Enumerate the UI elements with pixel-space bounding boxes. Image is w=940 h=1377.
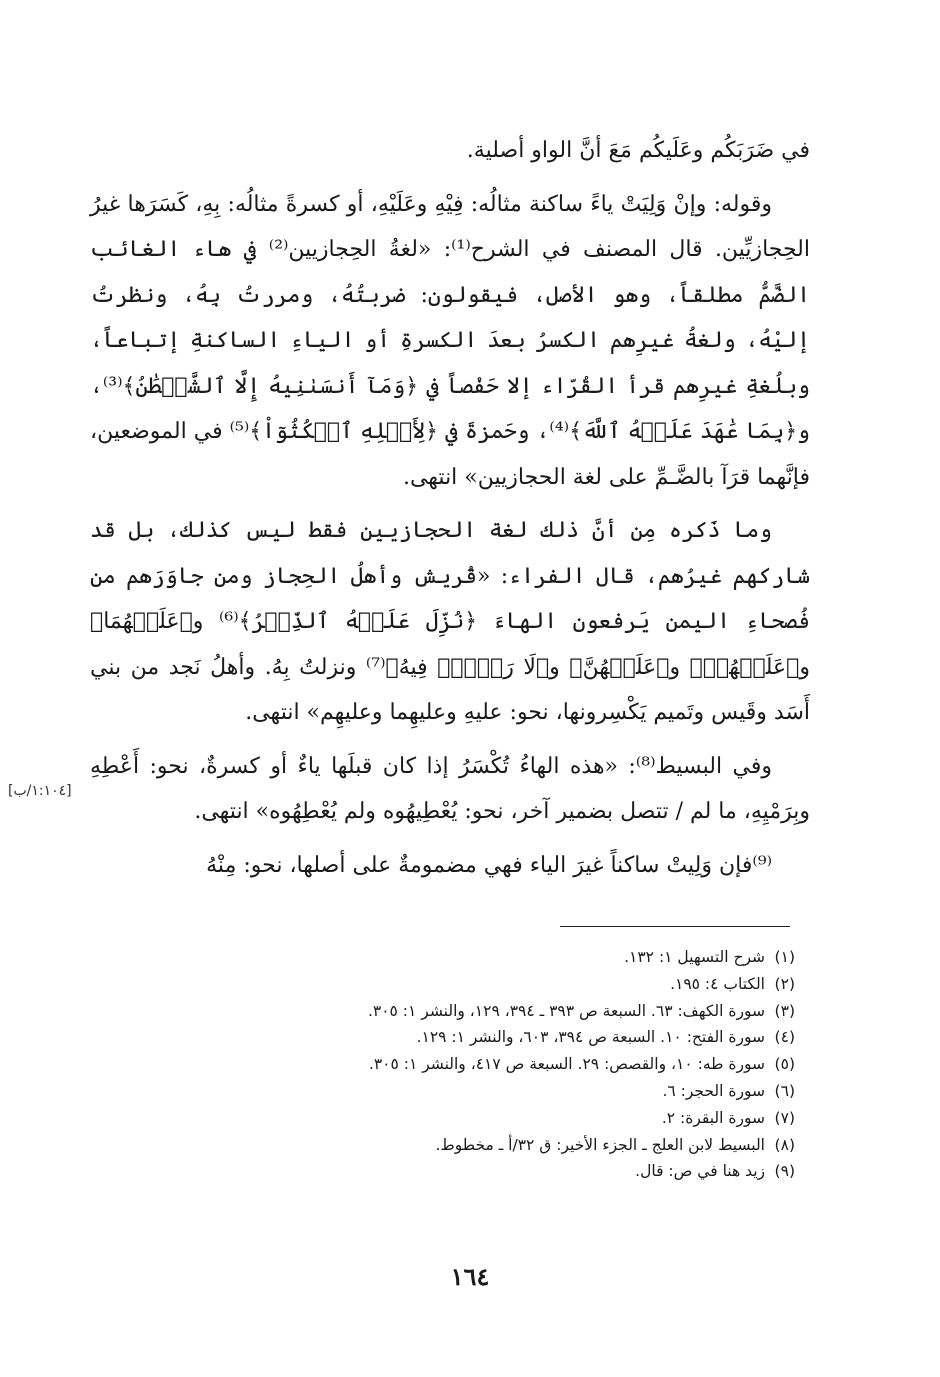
footnote-item: [220, 944, 795, 971]
paragraph: وفي البسيط⁽⁸⁾: «هذه الهاءُ تُكْسَرُ إذا كان قبلَها ياءٌ أو كسرةٌ، نحو: أَعْطِهِ وبِرَمْيِهِ، ما لم / تتصل بضمير آخر، نحو: يُعْطِيهُوه ولم يُعْطِهُوه» انتهى.: [90, 753, 810, 824]
footnote-text: شرح التسهيل ١: ١٣٢.: [624, 948, 765, 966]
footnote-item: [220, 1051, 795, 1078]
paragraph: في ضَرَبَكُم وعَلَيكُم مَعَ أنَّ الواو أصلية.: [466, 138, 810, 163]
footnote-item: [220, 998, 795, 1025]
footnote-item: [220, 1024, 795, 1051]
footnote-text: سورة الكهف: ٦٣. السبعة ص ٣٩٣ ـ ٣٩٤، ١٢٩، والنشر ١: ٣٠٥.: [367, 1001, 765, 1020]
manuscript-folio-marker: [١:١٠٤/ب]: [8, 783, 72, 799]
footnote-text: سورة طه: ١٠، والقصص: ٢٩. السبعة ص ٤١٧، والنشر ١: ٣٠٥.: [368, 1055, 765, 1074]
footnote-number: (٥): [774, 1055, 795, 1074]
footnote-number: (٢): [774, 974, 795, 993]
paragraph: وما ذَكره مِن أنَّ ذلك لغة الحجازيين فقط ليس كذلك، بل قد شاركهم غيرُهم، قال الفراء: «قُريش وأهلُ الحِجاز ومن جاوَرَهم من فُصحاءِ اليمن يَرفعون الهاءَ ﴿نُزِّلَ عَلَيۡهُ ٱلذِّكۡرُ﴾⁽⁶⁾ و﴿عَلَيۡهُمَا﴾ و﴿عَلَيۡهُمۡ﴾ و﴿عَلَيۡهُنَّ﴾ و﴿لَا رَيۡبَۛ فِيهُ﴾⁽⁷⁾ ونزلتُ بِهُ. وأهلُ نَجد من بني أَسَد وقَيس وتَميم يَكْسِرونها، نحو: عليهِ وعليهِما وعليهِم» انتهى.: [90, 518, 811, 725]
footnote-item: [220, 1158, 795, 1185]
footnote-text: زيد هنا في ص: قال.: [635, 1162, 765, 1181]
paragraph: وقوله: وإنْ وَلِيَتْ ياءً ساكنة مثالُه: فِيْهِ وعَلَيْهِ، أو كسرةً مثالُه: بِهِ، كَسَرَها غيرُ الحِجازيِّين. قال المصنف في الشرح⁽¹⁾: «لغةُ الحِجازيين⁽²⁾ في هاء الغائب الضَّمُّ مطلقاً، وهو الأصل، فيقولون: ضربتُهُ، ومررتُ بِهُ، ونظرتُ إليْهُ، ولغةُ غيرِهم الكسرُ بعدَ الكسرةِ أو الياءِ الساكنةِ إتباعاً، وبلُغةِ غيرِهم قرأ القُرّاء إلا حَفْصاً في ﴿وَمَآ أَنسَىٰنِيهُ إِلَّا ٱلشَّيۡطَٰنُ﴾⁽³⁾، و﴿بِمَا عَٰهَدَ عَلَيۡهُ ٱللَّهَ﴾⁽⁴⁾، وحَمزةَ في ﴿لِأَهۡلِهِ ٱمۡكُثُوٓاْ﴾⁽⁵⁾ في الموضعين، فإنَّهما قرَآ بالضَّـمِّ على لغة الحجازيين» انتهى.: [90, 191, 810, 490]
footnote-text: الكتاب ٤: ١٩٥.: [670, 974, 765, 993]
footnote-separator: [560, 926, 790, 927]
footnote-item: [220, 971, 795, 998]
footnote-number: (٨): [774, 1135, 795, 1154]
page-number: ١٦٤: [450, 1262, 490, 1291]
footnote-number: (٤): [774, 1028, 795, 1047]
footnote-text: سورة الفتح: ١٠. السبعة ص ٣٩٤، ٦٠٣، والنشر ١: ١٢٩.: [416, 1028, 765, 1047]
main-text: [90, 128, 810, 896]
footnote-number: (٦): [774, 1081, 795, 1100]
footnote-text: سورة الحجر: ٦.: [662, 1081, 765, 1100]
footnote-number: (٧): [774, 1108, 795, 1127]
footnote-item: [220, 1105, 795, 1132]
footnote-number: (١): [774, 948, 795, 966]
footnote-item: [220, 1078, 795, 1105]
footnote-text: البسيط لابن العلج ـ الجزء الأخير: ق ٣٢/أ ـ مخطوط.: [435, 1135, 765, 1154]
footnote-text: سورة البقرة: ٢.: [661, 1108, 765, 1127]
footnote-item: [220, 1132, 795, 1159]
footnotes: [220, 944, 795, 1185]
paragraph: ⁽⁹⁾فإن وَلِيتْ ساكناً غيرَ الياء فهي مضمومةٌ على أصلها، نحو: مِنْهُ: [206, 852, 772, 878]
footnote-number: (٩): [774, 1162, 795, 1181]
footnote-number: (٣): [774, 1001, 795, 1020]
